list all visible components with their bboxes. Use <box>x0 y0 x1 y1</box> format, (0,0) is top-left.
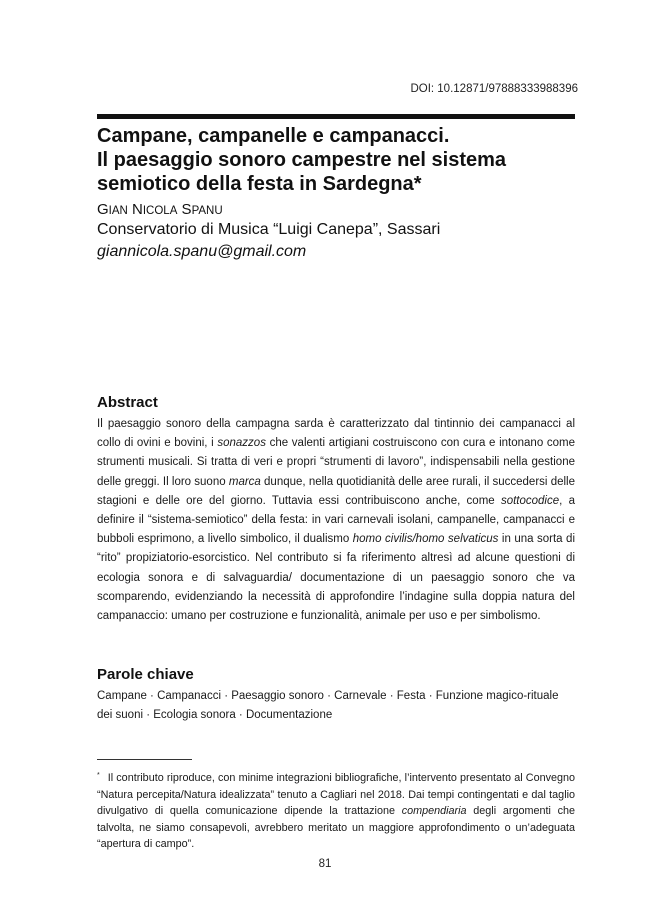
footnote-rule <box>97 759 192 760</box>
title-line: Il paesaggio sonoro campestre nel sistema <box>97 149 507 171</box>
article-title <box>97 124 587 196</box>
keywords-text: Campane · Campanacci · Paesaggio sonoro · Carnevale · Festa · Funzione magico-rituale dei suoni · Ecologia sonora · Documentazione <box>97 690 559 722</box>
page-number: 81 <box>318 858 332 870</box>
footnote-text: * Il contributo riproduce, con minime integrazioni bibliografiche, l’intervento presentato al Convegno “Natura percepita/Natura idealizzata” tenuto a Cagliari nel 2018. Dai tempi contingentati e dal taglio divulgativo di quella comunicazione dipende la trattazione compendiaria degli argomenti che talvolta, ne siamo consapevoli, avrebbero meritato un maggiore approfondimento o un’adeguata “apertura di campo”. <box>97 772 576 851</box>
author-affiliation: Conservatorio di Musica “Luigi Canepa”, Sassari <box>97 221 441 238</box>
title-line: Campane, campanelle e campanacci. <box>97 125 450 147</box>
footnote-marker: * <box>97 772 100 779</box>
abstract-text: Il paesaggio sonoro della campagna sarda è caratterizzato dal tintinnio dei campanacci al collo di ovini e bovini, i sonazzos che valenti artigiani costruiscono con cura e intonano come strumenti musicali. Si tratta di veri e propri “strumenti di lavoro”, indispensabili nella gestione delle greggi. Il loro suono marca dunque, nella quotidianità delle aree rurali, il succedersi delle stagioni e delle ore del giorno. Tuttavia essi contribuiscono anche, come sottocodice, a definire il “sistema-semiotico” della festa: in vari carnevali isolani, campanelle, campanacci e bubboli esprimono, a livello simbolico, il dualismo homo civilis/homo selvaticus in una sorta di “rito” propiziatorio-esorcistico. Nel contributo si fa riferimento altresì ad alcune questioni di ecologia sonora e di salvaguardia/ documentazione di un paesaggio sonoro che va scomparendo, evidenziando la necessità di approfondire l’indagine sulla doppia natura del campanaccio: umano per costruzione e funzionalità, animale per uso e per simbolismo. <box>97 418 575 623</box>
keywords-heading: Parole chiave <box>97 666 194 683</box>
author-name: GIAN NICOLA SPANU <box>97 201 223 218</box>
author-email[interactable]: giannicola.spanu@gmail.com <box>97 243 307 260</box>
doi-label: DOI: 10.12871/97888333988396 <box>410 83 578 95</box>
title-line: semiotico della festa in Sardegna* <box>97 173 422 195</box>
abstract-heading: Abstract <box>97 394 158 411</box>
title-rule <box>97 114 575 119</box>
